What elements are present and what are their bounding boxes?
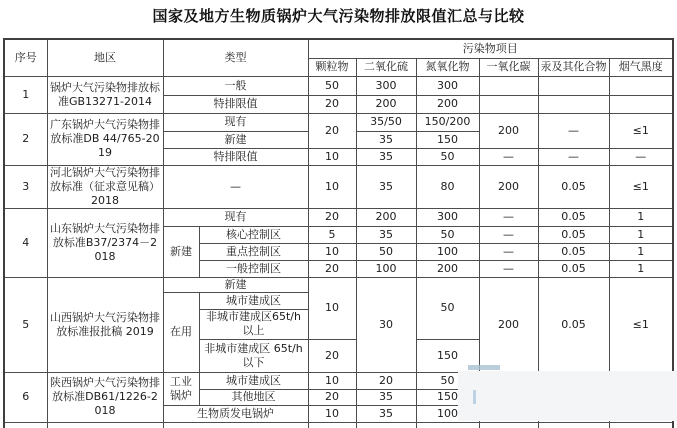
value-cell: 150 (416, 131, 479, 148)
value-cell (308, 422, 356, 428)
value-cell: 20 (308, 208, 356, 226)
value-cell: — (479, 208, 538, 226)
value-cell: 10 (308, 372, 356, 389)
value-cell: 20 (308, 113, 356, 148)
value-cell: 80 (416, 165, 479, 208)
type-label: 城市建成区 (199, 292, 308, 309)
value-cell: 20 (356, 372, 416, 389)
region-name: 陕西锅炉大气污染物排放标准DB61/1226-2018 (47, 372, 163, 422)
value-cell: 0.05 (538, 243, 609, 260)
value-cell (479, 76, 538, 95)
row-index: 3 (4, 165, 47, 208)
type-label: 特排限值 (163, 148, 308, 165)
value-cell: 200 (479, 113, 538, 148)
value-cell: ≤1 (609, 113, 673, 148)
type-label: 一般控制区 (199, 260, 308, 277)
col-header-mercury: 汞及其化合物 (538, 58, 609, 76)
value-cell: 50 (308, 76, 356, 95)
type-label: 新建 (163, 277, 308, 292)
value-cell: 35 (356, 389, 416, 405)
type-label: 一般 (163, 76, 308, 95)
value-cell (609, 76, 673, 95)
type-group-label: 新建 (163, 226, 199, 277)
value-cell: 0.05 (538, 226, 609, 243)
region-name: 锅炉大气污染物排放标准GB13271-2014 (47, 76, 163, 113)
table-row (4, 76, 673, 95)
col-header-region: 地区 (47, 39, 163, 76)
table-header (4, 39, 673, 76)
value-cell: 10 (308, 405, 356, 422)
value-cell: 10 (308, 148, 356, 165)
col-header-so2: 二氧化硫 (356, 58, 416, 76)
value-cell: 200 (356, 208, 416, 226)
value-cell: 30 (356, 277, 416, 372)
col-header-pollutant-group: 污染物项目 (308, 39, 673, 58)
type-label: 非城市建成区65t/h 以上 (199, 309, 308, 339)
value-cell: 100 (416, 243, 479, 260)
table-row (4, 422, 673, 428)
highlight-artifact (473, 390, 476, 404)
value-cell: 0.05 (538, 260, 609, 277)
value-cell: 150 (416, 339, 479, 372)
value-cell: 5 (308, 226, 356, 243)
value-cell: 200 (479, 277, 538, 372)
value-cell (609, 422, 673, 428)
type-group-label: 在用 (163, 292, 199, 372)
value-cell: 300 (416, 208, 479, 226)
value-cell: 0.05 (538, 277, 609, 372)
type-group-label: 工业锅炉 (163, 372, 199, 405)
value-cell: 1 (609, 260, 673, 277)
type-label: 城市建成区 (199, 372, 308, 389)
value-cell: 1 (609, 226, 673, 243)
type-label: 新建 (163, 131, 308, 148)
value-cell: 300 (416, 76, 479, 95)
value-cell: 200 (356, 95, 416, 113)
value-cell: 50 (416, 277, 479, 339)
value-cell: — (609, 148, 673, 165)
value-cell (479, 422, 538, 428)
value-cell (609, 95, 673, 113)
value-cell: 20 (308, 260, 356, 277)
value-cell: — (479, 148, 538, 165)
value-cell (538, 76, 609, 95)
region-name: 河北锅炉大气污染物排放标准（征求意见稿）2018 (47, 165, 163, 208)
value-cell: 20 (308, 95, 356, 113)
highlight-artifact (468, 365, 500, 370)
value-cell (479, 95, 538, 113)
col-header-index: 序号 (4, 39, 47, 76)
value-cell: 150/200 (416, 113, 479, 131)
value-cell: 10 (308, 277, 356, 339)
value-cell: 200 (416, 260, 479, 277)
type-label: 特排限值 (163, 95, 308, 113)
type-label: 生物质发电锅炉 (163, 405, 308, 422)
col-header-co: 一氧化碳 (479, 58, 538, 76)
col-header-pm: 颗粒物 (308, 58, 356, 76)
row-index: 1 (4, 76, 47, 113)
value-cell: 20 (308, 389, 356, 405)
region-name: 广东锅炉大气污染物排放标准DB 44/765-2019 (47, 113, 163, 165)
value-cell: 10 (308, 165, 356, 208)
value-cell: 35 (356, 131, 416, 148)
value-cell: 0.05 (538, 165, 609, 208)
value-cell: 10 (308, 243, 356, 260)
value-cell: 50 (416, 226, 479, 243)
region-name: 山西锅炉大气污染物排放标准报批稿 2019 (47, 277, 163, 372)
value-cell: — (538, 148, 609, 165)
value-cell: 35 (356, 405, 416, 422)
value-cell: 35/50 (356, 113, 416, 131)
col-header-smoke-blackness: 烟气黑度 (609, 58, 673, 76)
value-cell: 100 (356, 260, 416, 277)
type-label: 非城市建成区 65t/h 以下 (199, 339, 308, 372)
value-cell (538, 422, 609, 428)
row-index: 5 (4, 277, 47, 372)
emission-limits-table (3, 38, 674, 428)
value-cell: 20 (308, 339, 356, 372)
value-cell: 200 (479, 165, 538, 208)
value-cell (47, 422, 163, 428)
value-cell: 35 (356, 148, 416, 165)
value-cell (416, 422, 479, 428)
value-cell: 35 (356, 226, 416, 243)
value-cell: 100 (416, 405, 479, 422)
type-label: 现有 (163, 113, 308, 131)
type-label: 其他地区 (199, 389, 308, 405)
value-cell: 1 (609, 243, 673, 260)
value-cell: 50 (416, 148, 479, 165)
row-index: 2 (4, 113, 47, 165)
header-row-groups (4, 39, 673, 58)
value-cell: ≤1 (609, 165, 673, 208)
value-cell: 50 (416, 372, 479, 389)
row-index: 4 (4, 208, 47, 277)
value-cell: 35 (356, 165, 416, 208)
table-row (4, 208, 673, 226)
type-label: 核心控制区 (199, 226, 308, 243)
value-cell: — (479, 226, 538, 243)
page-title: 国家及地方生物质锅炉大气污染物排放限值汇总与比较 (152, 7, 525, 25)
value-cell (163, 422, 308, 428)
emission-limits-table-wrap (3, 38, 672, 428)
value-cell: 300 (356, 76, 416, 95)
col-header-nox: 氮氧化物 (416, 58, 479, 76)
value-cell: 50 (356, 243, 416, 260)
value-cell (356, 422, 416, 428)
table-row (4, 113, 673, 131)
value-cell: — (479, 243, 538, 260)
row-index: 6 (4, 372, 47, 422)
type-label: — (163, 165, 308, 208)
region-name: 山东锅炉大气污染物排放标准B37/2374－2018 (47, 208, 163, 277)
value-cell: — (479, 260, 538, 277)
table-row (4, 277, 673, 292)
type-label: 现有 (163, 208, 308, 226)
value-cell: — (538, 113, 609, 148)
value-cell: 0.05 (538, 208, 609, 226)
value-cell: 150 (416, 389, 479, 405)
value-cell: 200 (416, 95, 479, 113)
value-cell (4, 422, 47, 428)
value-cell: ≤1 (609, 277, 673, 372)
watermark-overlay (458, 371, 677, 421)
col-header-type: 类型 (163, 39, 308, 76)
table-row (4, 165, 673, 208)
value-cell: 1 (609, 208, 673, 226)
value-cell (538, 95, 609, 113)
type-label: 重点控制区 (199, 243, 308, 260)
